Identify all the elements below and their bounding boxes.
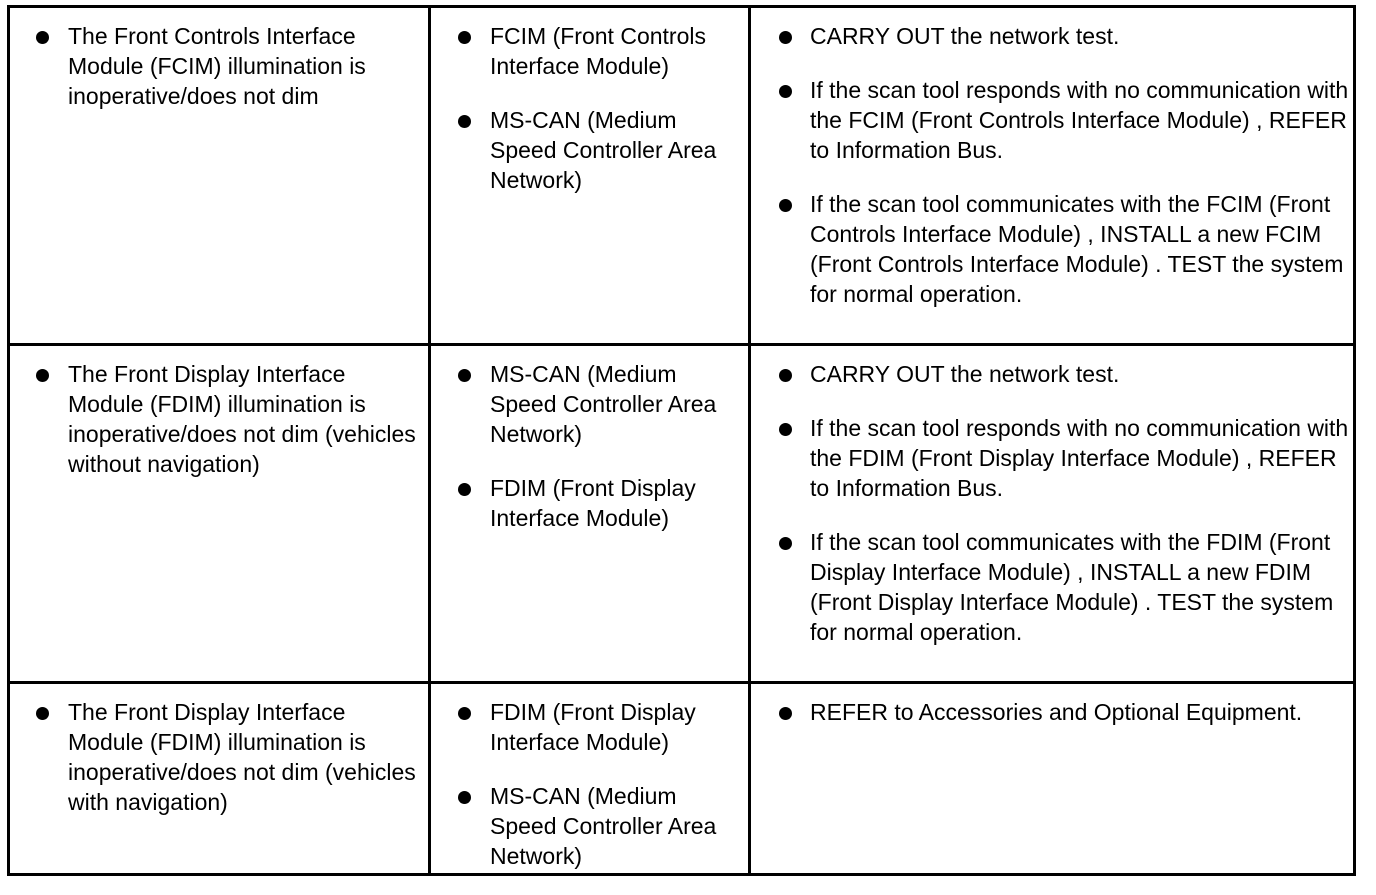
list-item: [458, 105, 748, 195]
list-item: [458, 781, 748, 871]
action-text: If the scan tool communicates with the FDIM (Front Display Interface Module) , INSTALL a new FDIM (Front Display Interface Module) . TEST the system for normal operation.: [810, 529, 1334, 645]
condition-text: The Front Display Interface Module (FDIM) illumination is inoperative/does not dim (vehicles with navigation): [68, 699, 416, 815]
action-list: [779, 21, 1354, 333]
list-item: [779, 359, 1354, 389]
bullet-icon: [458, 791, 471, 804]
condition-list: [36, 359, 421, 503]
diagnostic-table: [7, 5, 1356, 876]
list-item: [458, 697, 748, 757]
table-row: [10, 346, 1353, 684]
bullet-icon: [779, 85, 792, 98]
action-text: CARRY OUT the network test.: [810, 23, 1120, 49]
table-row: [10, 684, 1353, 876]
list-item: [458, 21, 748, 81]
bullet-icon: [458, 115, 471, 128]
source-cell: [431, 684, 751, 876]
list-item: [779, 697, 1354, 727]
action-cell: [751, 684, 1353, 876]
source-text: FDIM (Front Display Interface Module): [490, 475, 696, 531]
bullet-icon: [36, 31, 49, 44]
list-item: [36, 21, 421, 111]
list-item: [779, 21, 1354, 51]
condition-cell: [10, 8, 431, 343]
source-text: MS-CAN (Medium Speed Controller Area Network): [490, 361, 717, 447]
bullet-icon: [458, 483, 471, 496]
action-text: CARRY OUT the network test.: [810, 361, 1120, 387]
list-item: [779, 189, 1354, 309]
action-list: [779, 359, 1354, 671]
list-item: [36, 359, 421, 479]
condition-list: [36, 697, 421, 841]
source-list: [458, 21, 748, 219]
bullet-icon: [779, 369, 792, 382]
source-list: [458, 359, 748, 557]
list-item: [779, 527, 1354, 647]
action-text: REFER to Accessories and Optional Equipment.: [810, 699, 1303, 725]
table-row: [10, 8, 1353, 346]
list-item: [36, 697, 421, 817]
action-text: If the scan tool responds with no communication with the FCIM (Front Controls Interface Module) , REFER to Information Bus.: [810, 77, 1349, 163]
list-item: [779, 75, 1354, 165]
source-text: FCIM (Front Controls Interface Module): [490, 23, 706, 79]
source-cell: [431, 8, 751, 343]
list-item: [458, 359, 748, 449]
bullet-icon: [458, 31, 471, 44]
action-cell: [751, 8, 1353, 343]
bullet-icon: [779, 31, 792, 44]
bullet-icon: [458, 369, 471, 382]
bullet-icon: [36, 707, 49, 720]
bullet-icon: [779, 707, 792, 720]
action-list: [779, 697, 1354, 751]
action-text: If the scan tool responds with no communication with the FDIM (Front Display Interface Module) , REFER to Information Bus.: [810, 415, 1349, 501]
condition-text: The Front Display Interface Module (FDIM) illumination is inoperative/does not dim (vehicles without navigation): [68, 361, 416, 477]
source-list: [458, 697, 748, 895]
list-item: [458, 473, 748, 533]
bullet-icon: [36, 369, 49, 382]
source-cell: [431, 346, 751, 681]
condition-list: [36, 21, 421, 135]
source-text: FDIM (Front Display Interface Module): [490, 699, 696, 755]
action-cell: [751, 346, 1353, 681]
action-text: If the scan tool communicates with the FCIM (Front Controls Interface Module) , INSTALL a new FCIM (Front Controls Interface Module) . TEST the system for normal operation.: [810, 191, 1344, 307]
condition-cell: [10, 346, 431, 681]
condition-cell: [10, 684, 431, 876]
bullet-icon: [458, 707, 471, 720]
source-text: MS-CAN (Medium Speed Controller Area Network): [490, 107, 717, 193]
source-text: MS-CAN (Medium Speed Controller Area Network): [490, 783, 717, 869]
bullet-icon: [779, 423, 792, 436]
bullet-icon: [779, 537, 792, 550]
list-item: [779, 413, 1354, 503]
bullet-icon: [779, 199, 792, 212]
condition-text: The Front Controls Interface Module (FCIM) illumination is inoperative/does not dim: [68, 23, 366, 109]
